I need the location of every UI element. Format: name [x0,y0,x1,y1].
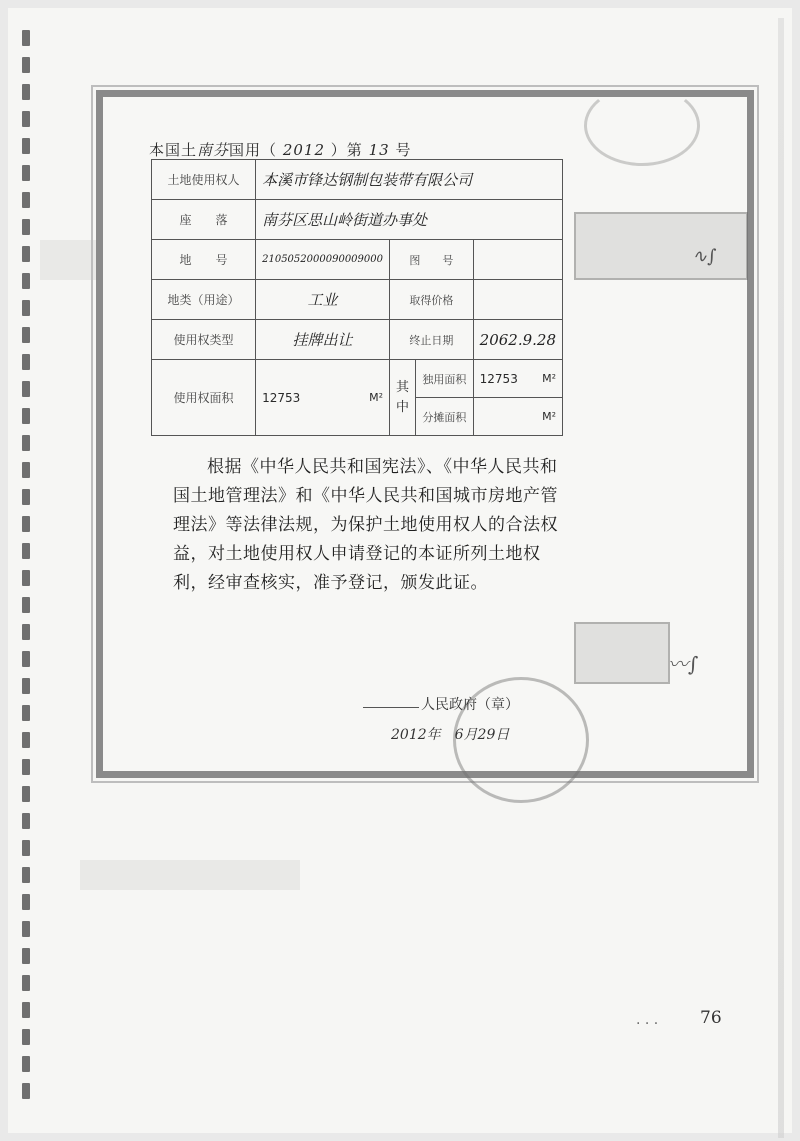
issuing-government: 人民政府（章） [421,697,519,713]
area-unit: M² [369,390,383,404]
page-marker-dots: . . . [636,1012,659,1028]
binding-hole [22,408,30,424]
binding-hole [22,192,30,208]
type-label: 使用权类型 [152,320,256,360]
cert-middle: ）第 [330,141,363,159]
holder-label: 土地使用权人 [152,160,256,200]
shared-label: 分摊面积 [416,398,474,436]
binding-hole [22,219,30,235]
binding-hole [22,543,30,559]
binding-hole [22,1056,30,1072]
cert-type: 国用（ [229,141,278,159]
cert-district: 南芬 [197,141,230,159]
exclusive-label: 独用面积 [416,360,474,398]
binding-hole [22,921,30,937]
binding-hole [22,84,30,100]
location-label: 座 落 [152,200,256,240]
table-row [152,320,563,360]
table-row [152,360,563,398]
certificate-number [149,139,411,160]
legal-statement: 根据《中华人民共和国宪法》、《中华人民共和国土地管理法》和《中华人民共和国城市房地产管理法》等法律法规，为保护土地使用权人的合法权益，对土地使用权人申请登记的本证所列土地权利，经审查核实，准予登记，颁发此证。 [173,457,558,593]
signature-line [363,707,419,708]
cert-suffix: 号 [395,141,412,159]
use-label: 地类（用途） [152,280,256,320]
handwritten-signature: 〰∫ [668,652,699,676]
partial-seal-top [584,85,700,166]
exclusive-cell [473,360,562,398]
map-label: 图 号 [390,240,474,280]
type-value: 挂牌出让 [256,320,390,360]
exclusive-value: 12753 [479,371,518,386]
binding-hole [22,894,30,910]
binding-hole [22,435,30,451]
price-value [473,280,562,320]
binding-hole [22,381,30,397]
binding-hole [22,975,30,991]
handwritten-signature: ∿∫ [692,246,717,267]
table-row [152,280,563,320]
binding-holes [22,30,32,1130]
page-number: 76 [700,1008,722,1028]
exclusive-unit: M² [542,371,556,385]
among-label: 其中 [390,360,416,436]
binding-hole [22,948,30,964]
binding-hole [22,300,30,316]
binding-hole [22,246,30,262]
scan-smudge [80,860,300,890]
parcel-label: 地 号 [152,240,256,280]
area-label: 使用权面积 [152,360,256,436]
end-label: 终止日期 [390,320,474,360]
binding-hole [22,1083,30,1099]
price-label: 取得价格 [390,280,474,320]
location-value: 南芬区思山岭街道办事处 [256,200,563,240]
end-value: 2062.9.28 [473,320,562,360]
binding-hole [22,489,30,505]
binding-hole [22,462,30,478]
binding-hole [22,624,30,640]
binding-hole [22,30,30,46]
binding-hole [22,57,30,73]
cert-number-value: 13 [368,141,390,159]
binding-hole [22,111,30,127]
land-info-table [151,159,563,436]
binding-hole [22,516,30,532]
cert-prefix: 本国土 [149,141,198,159]
cert-year: 2012 [282,141,326,159]
parcel-value: 2105052000090009000 [256,240,390,280]
binding-hole [22,840,30,856]
page-edge-shadow [778,18,784,1138]
map-value [473,240,562,280]
binding-hole [22,327,30,343]
area-cell [256,360,390,436]
binding-hole [22,678,30,694]
issue-date: 2012年 6月29日 [391,727,510,743]
binding-hole [22,273,30,289]
binding-hole [22,597,30,613]
binding-hole [22,651,30,667]
binding-hole [22,165,30,181]
table-row [152,200,563,240]
shared-cell [473,398,562,436]
binding-hole [22,1002,30,1018]
holder-value: 本溪市锋达钢制包装带有限公司 [256,160,563,200]
binding-hole [22,867,30,883]
copy-verification-stamp [574,212,748,280]
binding-hole [22,786,30,802]
table-row [152,240,563,280]
use-value: 工业 [256,280,390,320]
binding-hole [22,759,30,775]
copy-verification-stamp [574,622,670,684]
area-value: 12753 [262,390,301,405]
scan-smudge [40,240,100,280]
binding-hole [22,354,30,370]
shared-unit: M² [542,410,556,423]
binding-hole [22,813,30,829]
binding-hole [22,570,30,586]
binding-hole [22,705,30,721]
binding-hole [22,1029,30,1045]
binding-hole [22,732,30,748]
table-row [152,160,563,200]
binding-hole [22,138,30,154]
